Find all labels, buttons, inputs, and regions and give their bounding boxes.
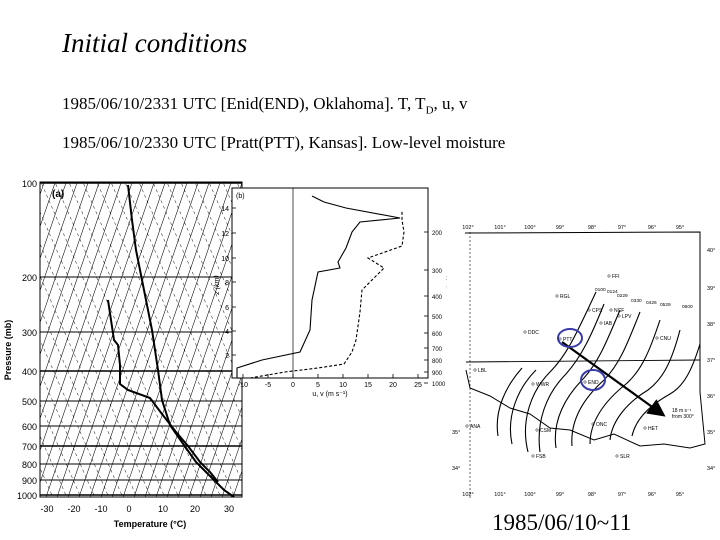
pressure-tick-label: 300 xyxy=(21,328,37,338)
station-label: END xyxy=(588,380,599,386)
wind-profile-panel xyxy=(214,188,454,398)
z-tick-label: 10 xyxy=(221,256,229,263)
station-label: ANA xyxy=(470,424,481,430)
u-tick-label: 10 xyxy=(339,382,347,389)
time-label: 0529 xyxy=(660,303,671,308)
latitude-label-right: 40° xyxy=(707,248,716,254)
longitude-label-bottom: 101° xyxy=(494,492,506,498)
pressure-tick-label: 900 xyxy=(21,476,37,486)
latitude-label-left: 35° xyxy=(452,430,461,436)
z-tick-label: 6 xyxy=(225,305,229,312)
station-label: LBL xyxy=(478,368,487,374)
station-label: CSM xyxy=(540,428,552,434)
station-label: NCF xyxy=(614,308,625,314)
p-tick-label: 400 xyxy=(432,295,443,301)
moisture-map-panel xyxy=(447,218,719,500)
pressure-tick-label: 500 xyxy=(21,397,37,407)
pressure-tick-label: 1000 xyxy=(16,491,37,501)
pressure-tick-label: 700 xyxy=(21,442,37,452)
time-label: 0124 xyxy=(607,290,618,295)
temperature-tick-label: 0 xyxy=(126,504,132,514)
temperature-tick-label: -30 xyxy=(40,504,54,514)
station-label: CPS xyxy=(592,308,603,314)
u-tick-label: 20 xyxy=(389,382,397,389)
z-tick-label: 14 xyxy=(221,206,229,213)
skewt-x-axis-label: Temperature (°C) xyxy=(113,519,187,529)
latitude-label-right: 34° xyxy=(707,466,716,472)
longitude-label-top: 101° xyxy=(494,225,506,231)
line1-subscript: D xyxy=(425,104,434,117)
p-tick-label: 900 xyxy=(432,371,443,377)
time-label: 0426 xyxy=(646,301,657,306)
latitude-label-right: 39° xyxy=(707,286,716,292)
pressure-tick-label: 600 xyxy=(21,422,37,432)
station-label: PTT xyxy=(563,337,573,343)
z-tick-label: 12 xyxy=(221,231,229,238)
u-tick-label: -5 xyxy=(264,382,272,389)
temperature-tick-label: 30 xyxy=(223,504,235,514)
temperature-tick-label: -20 xyxy=(67,504,81,514)
p-tick-label: 700 xyxy=(432,347,443,353)
wind-z-axis-label: z (km) xyxy=(214,275,221,295)
station-label: FFI xyxy=(612,274,620,280)
station-label: HET xyxy=(648,426,658,432)
longitude-label-top: 98° xyxy=(587,225,597,231)
station-label: IAB xyxy=(604,321,613,327)
longitude-label-bottom: 99° xyxy=(555,492,565,498)
u-tick-label: 25 xyxy=(414,382,422,389)
longitude-label-top: 100° xyxy=(524,225,536,231)
isotherm-line xyxy=(0,180,1,500)
u-tick-label: 5 xyxy=(316,382,320,389)
z-tick-label: 8 xyxy=(225,280,229,287)
longitude-label-bottom: 97° xyxy=(617,492,627,498)
arrow-direction-note: from 300° xyxy=(672,414,694,420)
station-label: DDC xyxy=(528,330,539,336)
p-tick-label: 300 xyxy=(432,269,443,275)
pressure-tick-label: 400 xyxy=(21,367,37,377)
panel-b-label: (b) xyxy=(236,193,245,200)
station-label: ONC xyxy=(596,422,608,428)
time-label: 0330 xyxy=(631,299,642,304)
longitude-label-bottom: 95° xyxy=(675,492,685,498)
longitude-label-bottom: 96° xyxy=(647,492,657,498)
longitude-label-bottom: 100° xyxy=(524,492,536,498)
pressure-tick-label: 200 xyxy=(21,273,37,283)
skewt-y-axis-label: Pressure (mb) xyxy=(3,319,13,381)
p-tick-label: 1000 xyxy=(432,382,446,388)
temperature-tick-label: -10 xyxy=(94,504,108,514)
temperature-tick-label: 10 xyxy=(157,504,169,514)
pressure-tick-label: 800 xyxy=(21,460,37,470)
u-tick-label: 15 xyxy=(364,382,372,389)
pressure-tick-label: 100 xyxy=(21,179,37,189)
date-caption: 1985/06/10~11 xyxy=(492,510,632,535)
z-tick-label: 4 xyxy=(225,329,229,336)
wind-x-axis-label: u, v (m s⁻¹) xyxy=(312,391,348,398)
u-tick-label: -10 xyxy=(237,382,249,389)
latitude-label-left: 34° xyxy=(452,466,461,472)
latitude-label-right: 36° xyxy=(707,394,716,400)
station-label: SLR xyxy=(620,454,630,460)
u-tick-label: 0 xyxy=(291,382,295,389)
longitude-label-top: 99° xyxy=(555,225,565,231)
p-tick-label: 200 xyxy=(432,231,443,237)
station-label: CNU xyxy=(660,336,671,342)
latitude-label-right: 37° xyxy=(707,358,716,364)
latitude-label-right: 38° xyxy=(707,322,716,328)
line1-prefix: 1985/06/10/2331 UTC [Enid(END), Oklahoma]. T, T xyxy=(62,94,426,113)
time-label: 0100 xyxy=(595,288,606,293)
p-tick-label: 600 xyxy=(432,332,443,338)
longitude-label-bottom: 98° xyxy=(587,492,597,498)
slide-title: Initial conditions xyxy=(62,28,248,58)
longitude-label-top: 95° xyxy=(675,225,685,231)
station-label: RGL xyxy=(560,294,571,300)
temperature-tick-label: 20 xyxy=(189,504,201,514)
arrow-speed-note: 18 m s⁻¹ xyxy=(672,408,692,414)
station-label: FSB xyxy=(536,454,546,460)
longitude-label-top: 96° xyxy=(647,225,657,231)
sounding-info-pratt: 1985/06/10/2330 UTC [Pratt(PTT), Kansas]. Low-level moisture xyxy=(62,133,506,152)
panel-a-label: (a) xyxy=(52,189,65,200)
longitude-label-top: 97° xyxy=(617,225,627,231)
station-label: WWR xyxy=(536,382,550,388)
time-label: 0600 xyxy=(682,305,693,310)
longitude-label-bottom: 102° xyxy=(462,492,474,498)
p-tick-label: 800 xyxy=(432,359,443,365)
latitude-label-right: 35° xyxy=(707,430,716,436)
time-label: 0229 xyxy=(617,294,628,299)
station-label: LPV xyxy=(622,314,632,320)
longitude-label-top: 102° xyxy=(462,225,474,231)
p-tick-label: 500 xyxy=(432,315,443,321)
line1-suffix: , u, v xyxy=(433,94,468,113)
z-tick-label: 2 xyxy=(225,353,229,360)
